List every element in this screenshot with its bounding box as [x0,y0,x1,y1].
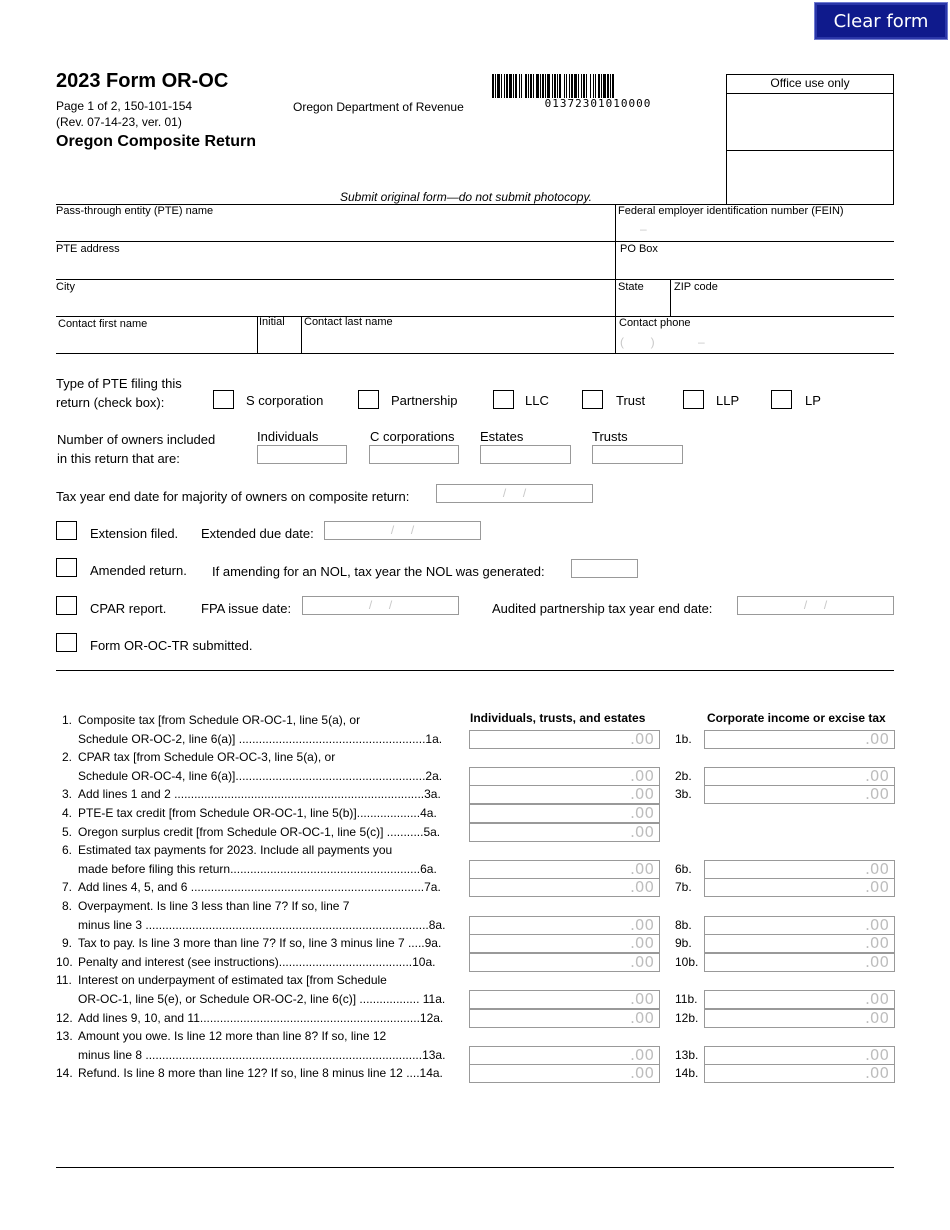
amount-input-a[interactable]: .00 [469,804,660,823]
line-text: Overpayment. Is line 3 less than line 7? If so, line 7 [78,899,350,913]
office-use-label: Office use only [727,75,893,94]
amount-input-a[interactable]: .00 [469,953,660,972]
line-text: Oregon surplus credit [from Schedule OR-OC-1, line 5(c)] ...........5a. [78,824,441,839]
line-number: 4. [62,806,73,820]
department-name: Oregon Department of Revenue [293,100,464,114]
barcode [492,74,704,98]
pte-type-label-1: Type of PTE filing this [56,376,182,391]
line-text: Tax to pay. Is line 3 more than line 7? If so, line 3 minus line 7 .....9a. [78,936,442,951]
line-b-label: 10b. [675,954,699,969]
office-use-box [726,74,894,205]
lp-label: LP [805,393,821,408]
line-b-label: 14b. [675,1066,699,1081]
line-number: 12. [56,1010,73,1025]
cpar-label: CPAR report. [90,601,167,616]
line-number: 9. [62,936,73,951]
trusts-label: Trusts [592,429,628,444]
line-b-label: 7b. [675,880,692,895]
amount-input-a[interactable]: .00 [469,1064,660,1083]
line-b-label: 11b. [675,992,698,1006]
phone-placeholder: ( ) – [620,335,705,349]
llc-label: LLC [525,393,549,408]
amount-input-b[interactable]: .00 [704,785,895,804]
line-text: Penalty and interest (see instructions)........................................10a. [78,954,436,969]
amount-input-a[interactable]: .00 [469,878,660,897]
line-text-continued: Schedule OR-OC-2, line 6(a)] ........................................................1a. [78,731,443,746]
nol-label: If amending for an NOL, tax year the NOL was generated: [212,564,545,579]
or-oc-tr-label: Form OR-OC-TR submitted. [90,638,253,653]
amount-input-a[interactable]: .00 [469,1046,660,1065]
fein-field[interactable]: Federal employer identification number (FEIN) [618,205,844,217]
line-text: Add lines 4, 5, and 6 ......................................................................7a. [78,880,441,895]
line-text: Composite tax [from Schedule OR-OC-1, line 5(a), or [78,713,361,727]
trust-label: Trust [616,393,646,408]
line-number: 1. [62,713,73,727]
amount-input-b[interactable]: .00 [704,934,895,953]
line-b-label: 9b. [675,936,692,951]
amount-input-b[interactable]: .00 [704,878,895,897]
llp-checkbox[interactable] [683,390,704,409]
extension-label: Extension filed. [90,526,179,541]
contact-first-name-field[interactable]: Contact first name [58,318,148,330]
line-b-label: 12b. [675,1010,699,1025]
amount-input-b[interactable]: .00 [704,916,895,935]
cpar-checkbox[interactable] [56,596,77,615]
line-b-label: 3b. [675,787,692,802]
trust-checkbox[interactable] [582,390,603,409]
barcode-number: 01372301010000 [544,97,652,110]
amount-input-b[interactable]: .00 [704,860,895,879]
amount-input-b[interactable]: .00 [704,1046,895,1065]
line-text: CPAR tax [from Schedule OR-OC-3, line 5(a), or [78,750,336,765]
tax-year-end-input[interactable]: / / [436,484,593,503]
line-b-label: 2b. [675,768,692,783]
line-text-continued: minus line 3 .....................................................................................8a. [78,917,446,932]
line-text-continued: Schedule OR-OC-4, line 6(a)].........................................................2a. [78,768,443,783]
line-text-continued: made before filing this return.........................................................6a. [78,861,437,876]
line-number: 3. [62,787,73,802]
extension-checkbox[interactable] [56,521,77,540]
line-number: 8. [62,899,73,913]
line-number: 10. [56,954,73,969]
po-box-field[interactable]: PO Box [620,243,658,255]
trusts-count-input[interactable] [592,445,683,464]
amount-input-b[interactable]: .00 [704,1064,895,1083]
amount-input-b[interactable]: .00 [704,1009,895,1028]
page-info: Page 1 of 2, 150-101-154 [56,99,193,113]
individuals-label: Individuals [257,429,319,444]
amount-input-b[interactable]: .00 [704,730,895,749]
amount-input-a[interactable]: .00 [469,934,660,953]
line-number: 13. [56,1029,73,1044]
line-b-label: 8b. [675,917,692,932]
amount-input-b[interactable]: .00 [704,990,895,1009]
amount-input-a[interactable]: .00 [469,860,660,879]
line-b-label: 6b. [675,861,692,876]
form-subtitle: Oregon Composite Return [56,133,257,150]
city-field[interactable]: City [56,281,75,293]
nol-year-input[interactable] [571,559,638,578]
line-b-label: 1b. [675,731,692,746]
line-text: Add lines 1 and 2 ...........................................................................3a. [78,787,441,802]
individuals-count-input[interactable] [257,445,347,464]
extended-due-label: Extended due date: [201,526,314,541]
s-corporation-checkbox[interactable] [213,390,234,409]
estates-label: Estates [480,429,524,444]
line-text: Interest on underpayment of estimated tax [from Schedule [78,973,387,988]
amount-input-b[interactable]: .00 [704,767,895,786]
line-text-continued: OR-OC-1, line 5(e), or Schedule OR-OC-2, line 6(c)] .................. 11a. [78,992,446,1006]
initial-field[interactable]: Initial [259,316,285,328]
amount-input-b[interactable]: .00 [704,953,895,972]
line-text: Estimated tax payments for 2023. Include all payments you [78,843,393,858]
amount-input-a[interactable]: .00 [469,823,660,842]
amount-input-a[interactable]: .00 [469,785,660,804]
line-b-label: 13b. [675,1047,699,1062]
line-text-continued: minus line 8 ...................................................................................13a. [78,1047,446,1062]
owners-label-1: Number of owners included [57,432,216,447]
c-corporations-label: C corporations [370,429,455,444]
line-text: Add lines 9, 10, and 11..................................................................12a. [78,1010,444,1025]
s-corporation-label: S corporation [246,393,324,408]
llc-checkbox[interactable] [493,390,514,409]
llp-label: LLP [716,393,740,408]
zip-field[interactable]: ZIP code [674,281,718,293]
pte-address-field[interactable]: PTE address [56,243,120,255]
form-title: 2023 Form OR-OC [56,70,229,92]
or-oc-tr-checkbox[interactable] [56,633,77,652]
audited-label: Audited partnership tax year end date: [492,601,713,616]
amount-input-a[interactable]: .00 [469,916,660,935]
fpa-issue-label: FPA issue date: [201,601,292,616]
partnership-checkbox[interactable] [358,390,379,409]
pte-name-field[interactable]: Pass-through entity (PTE) name [56,205,214,217]
audited-date-input[interactable]: / / [737,596,894,615]
column-a-heading: Individuals, trusts, and estates [470,711,646,725]
amended-checkbox[interactable] [56,558,77,577]
pte-type-label-2: return (check box): [56,395,165,410]
lp-checkbox[interactable] [771,390,792,409]
estates-count-input[interactable] [480,445,571,464]
partnership-label: Partnership [391,393,458,408]
amount-input-a[interactable]: .00 [469,767,660,786]
line-number: 6. [62,843,73,858]
clear-form-button[interactable]: Clear form [814,2,948,40]
tax-year-end-label: Tax year end date for majority of owners on composite return: [56,489,410,504]
contact-phone-field[interactable]: Contact phone [619,317,691,329]
extended-due-date-input[interactable]: / / [324,521,481,540]
amount-input-a[interactable]: .00 [469,730,660,749]
line-number: 14. [56,1066,73,1081]
line-text: Refund. Is line 8 more than line 12? If so, line 8 minus line 12 ....14a. [78,1066,443,1081]
line-number: 11. [56,973,72,988]
line-number: 7. [62,880,73,895]
revision-info: (Rev. 07-14-23, ver. 01) [56,115,182,129]
amount-input-a[interactable]: .00 [469,1009,660,1028]
line-text: Amount you owe. Is line 12 more than line 8? If so, line 12 [78,1029,387,1044]
line-number: 2. [62,750,73,765]
owners-label-2: in this return that are: [57,451,180,466]
submit-note: Submit original form—do not submit photocopy. [340,190,592,204]
amount-input-a[interactable]: .00 [469,990,660,1009]
line-text: PTE-E tax credit [from Schedule OR-OC-1, line 5(b)]...................4a. [78,806,437,820]
fpa-issue-date-input[interactable]: / / [302,596,459,615]
state-field[interactable]: State [618,281,644,293]
line-number: 5. [62,824,73,839]
amended-label: Amended return. [90,563,187,578]
c-corporations-count-input[interactable] [369,445,459,464]
contact-last-name-field[interactable]: Contact last name [304,316,393,328]
fein-dash: – [640,222,647,236]
column-b-heading: Corporate income or excise tax [707,711,886,725]
